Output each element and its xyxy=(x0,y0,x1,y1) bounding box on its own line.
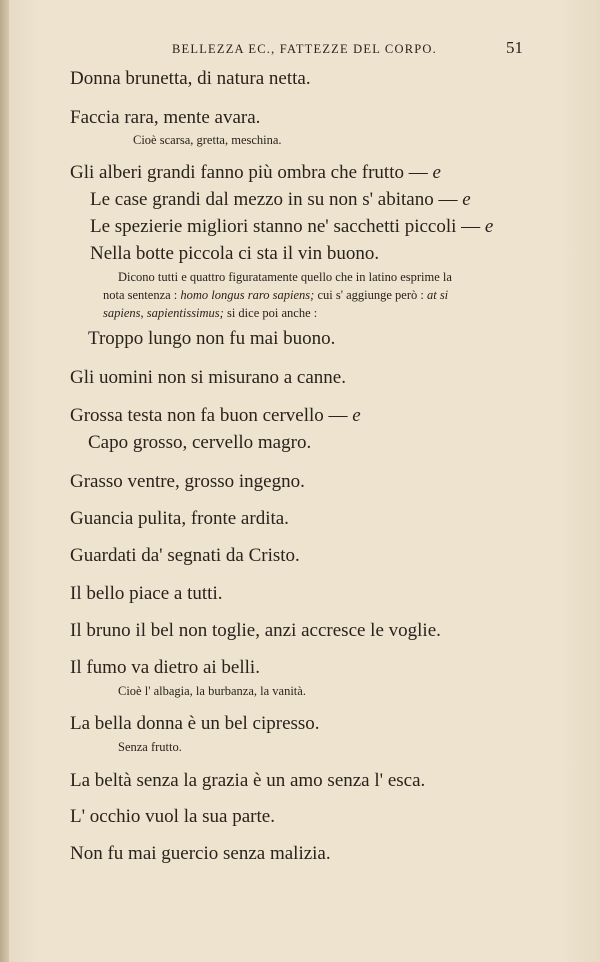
proverb-line: Il bruno il bel non toglie, anzi accresce le voglie. xyxy=(70,620,441,641)
proverb-line: Nella botte piccola ci sta il vin buono. xyxy=(90,243,380,264)
note-line: Dicono tutti e quattro figuratamente quello che in latino esprime la xyxy=(118,270,452,284)
proverb-line: Donna brunetta, di natura netta. xyxy=(70,68,311,89)
proverb-line: Capo grosso, cervello magro. xyxy=(88,432,312,453)
proverb-line: Faccia rara, mente avara. xyxy=(70,107,261,128)
proverb-line: Le case grandi dal mezzo in su non s' abitano — e xyxy=(90,189,471,210)
proverb-line: Le spezierie migliori stanno ne' sacchetti piccoli — e xyxy=(90,216,494,237)
proverb-line: Grossa testa non fa buon cervello — e xyxy=(70,405,361,426)
proverb-line: La beltà senza la grazia è un amo senza l' esca. xyxy=(70,770,426,791)
note-line: Cioè scarsa, gretta, meschina. xyxy=(133,133,282,147)
note-line: Cioè l' albagia, la burbanza, la vanità. xyxy=(118,684,306,698)
proverb-line: Guancia pulita, fronte ardita. xyxy=(70,508,289,529)
proverb-line: Non fu mai guercio senza malizia. xyxy=(70,843,331,864)
proverb-line: L' occhio vuol la sua parte. xyxy=(70,806,275,827)
page-number: 51 xyxy=(506,38,523,57)
proverb-line: La bella donna è un bel cipresso. xyxy=(70,713,320,734)
proverb-line: Il fumo va dietro ai belli. xyxy=(70,657,260,678)
note-line: Senza frutto. xyxy=(118,740,182,754)
proverb-line: Grasso ventre, grosso ingegno. xyxy=(70,471,305,492)
page-gutter xyxy=(0,0,9,962)
proverb-line: Gli alberi grandi fanno più ombra che frutto — e xyxy=(70,162,441,183)
running-title: BELLEZZA EC., FATTEZZE DEL CORPO. xyxy=(172,42,437,56)
note-line: sapiens, sapientissimus; si dice poi anche : xyxy=(103,306,318,320)
proverb-line: Troppo lungo non fu mai buono. xyxy=(88,328,336,349)
note-line: nota sentenza : homo longus raro sapiens; cui s' aggiunge però : at si xyxy=(103,288,449,302)
proverb-line: Guardati da' segnati da Cristo. xyxy=(70,545,300,566)
proverb-line: Il bello piace a tutti. xyxy=(70,583,223,604)
proverb-line: Gli uomini non si misurano a canne. xyxy=(70,367,346,388)
